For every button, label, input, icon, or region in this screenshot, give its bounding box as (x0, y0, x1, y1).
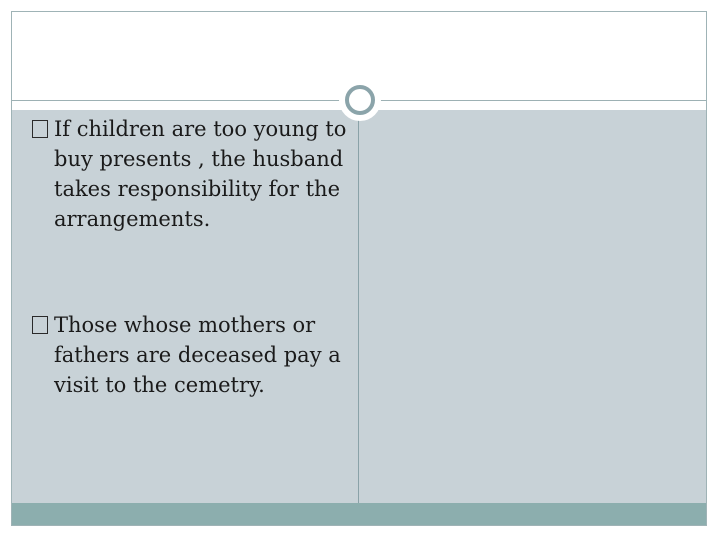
bullet-text: If children are too young to buy presents , the husband takes responsibility for the arrangements. (54, 117, 347, 231)
bullet-list (30, 114, 348, 400)
footer-bar (12, 503, 706, 525)
box-bullet-icon (32, 316, 48, 334)
bullet-text: Those whose mothers or fathers are deceased pay a visit to the cemetry. (54, 313, 341, 397)
bullet-item (30, 114, 348, 234)
circle-ring (345, 85, 375, 115)
bullet-item (30, 310, 348, 400)
box-bullet-icon (32, 120, 48, 138)
column-divider (358, 110, 359, 503)
